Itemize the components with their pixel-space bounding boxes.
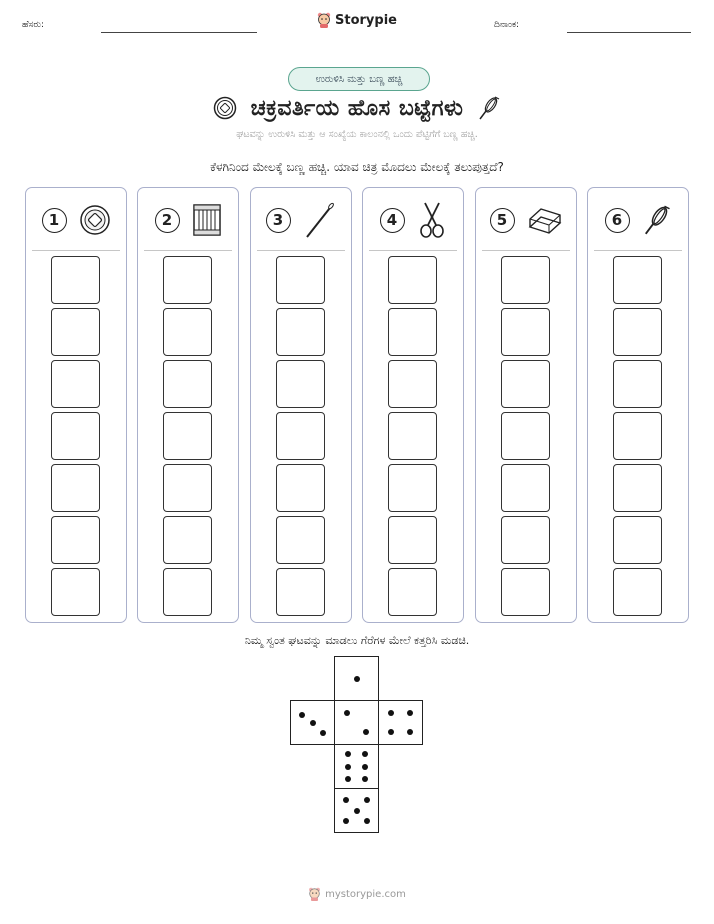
- color-box[interactable]: [163, 412, 212, 460]
- die-pip: [388, 729, 394, 735]
- color-box[interactable]: [388, 412, 437, 460]
- color-box[interactable]: [388, 256, 437, 304]
- die-pip: [354, 676, 360, 682]
- color-box[interactable]: [501, 568, 550, 616]
- color-box[interactable]: [388, 516, 437, 564]
- color-box[interactable]: [501, 516, 550, 564]
- brand-name: Storypie: [335, 12, 397, 28]
- color-box[interactable]: [388, 360, 437, 408]
- column-1: [25, 187, 127, 623]
- die-pip: [343, 818, 349, 824]
- color-box[interactable]: [501, 308, 550, 356]
- color-box[interactable]: [501, 464, 550, 512]
- color-box[interactable]: [51, 464, 100, 512]
- die-pip: [362, 776, 368, 782]
- color-box[interactable]: [501, 256, 550, 304]
- color-box[interactable]: [501, 360, 550, 408]
- brand-logo: [0, 12, 714, 28]
- color-box[interactable]: [276, 360, 325, 408]
- footer: [0, 887, 714, 901]
- column-number: 3: [266, 208, 291, 233]
- coin-icon: [79, 204, 111, 236]
- color-box[interactable]: [51, 516, 100, 564]
- column-header: [363, 200, 463, 240]
- die-face-5: [334, 788, 379, 833]
- color-box[interactable]: [51, 256, 100, 304]
- color-box[interactable]: [613, 412, 662, 460]
- color-box[interactable]: [613, 568, 662, 616]
- column-header: [26, 200, 126, 240]
- die-pip: [310, 720, 316, 726]
- column-number: 4: [380, 208, 405, 233]
- column-5: [475, 187, 577, 623]
- die-pip: [362, 751, 368, 757]
- color-box[interactable]: [613, 256, 662, 304]
- column-header: [251, 200, 351, 240]
- column-number: 5: [490, 208, 515, 233]
- color-box[interactable]: [613, 516, 662, 564]
- die-pip: [354, 808, 360, 814]
- loom-icon: [192, 203, 222, 237]
- scissors-icon: [417, 201, 447, 239]
- die-pip: [345, 764, 351, 770]
- folded-cloth-icon: [527, 205, 563, 235]
- die-pip: [407, 710, 413, 716]
- column-number: 2: [155, 208, 180, 233]
- die-instructions: ನಿಮ್ಮ ಸ್ವಂತ ಘಟವನ್ನು ಮಾಡಲು ಗೆರೆಗಳ ಮೇಲೆ ಕತ್ತರಿಸಿ ಮಡಚಿ.: [244, 634, 470, 647]
- color-box[interactable]: [51, 360, 100, 408]
- color-box[interactable]: [51, 308, 100, 356]
- color-box[interactable]: [613, 360, 662, 408]
- die-face-3: [290, 700, 335, 745]
- die-pip: [388, 710, 394, 716]
- die-pip: [364, 818, 370, 824]
- column-header: [138, 200, 238, 240]
- color-box[interactable]: [163, 568, 212, 616]
- color-box[interactable]: [51, 568, 100, 616]
- needle-icon: [303, 200, 337, 240]
- color-box[interactable]: [163, 516, 212, 564]
- date-label: ದಿನಾಂಕ:: [494, 20, 520, 30]
- column-divider: [257, 250, 345, 251]
- color-box[interactable]: [388, 568, 437, 616]
- column-header: [476, 200, 576, 240]
- column-3: [250, 187, 352, 623]
- die-pip: [345, 776, 351, 782]
- activity-type-badge: [288, 67, 430, 91]
- color-box[interactable]: [276, 464, 325, 512]
- name-label: ಹೆಸರು:: [22, 20, 45, 30]
- die-face-2: [334, 700, 379, 745]
- column-divider: [369, 250, 457, 251]
- storypie-mascot-icon: [308, 887, 321, 901]
- color-box[interactable]: [501, 412, 550, 460]
- column-divider: [32, 250, 120, 251]
- storypie-mascot-icon: [317, 12, 331, 28]
- name-line[interactable]: [101, 32, 257, 33]
- column-4: [362, 187, 464, 623]
- die-pip: [363, 729, 369, 735]
- column-divider: [482, 250, 570, 251]
- question-text: ಕೆಳಗಿನಿಂದ ಮೇಲಕ್ಕೆ ಬಣ್ಣ ಹಚ್ಚಿ. ಯಾವ ಚಿತ್ರ ಮೊದಲು ಮೇಲಕ್ಕೆ ತಲುಪುತ್ತದೆ?: [210, 160, 504, 174]
- column-divider: [594, 250, 682, 251]
- thread-skein-icon: [642, 202, 672, 238]
- thread-skein-icon: [477, 95, 501, 121]
- die-pip: [343, 797, 349, 803]
- activity-type-text: ಉರುಳಿಸಿ ಮತ್ತು ಬಣ್ಣ ಹಚ್ಚಿ: [315, 73, 403, 85]
- color-box[interactable]: [163, 256, 212, 304]
- date-line[interactable]: [567, 32, 691, 33]
- column-header: [588, 200, 688, 240]
- column-divider: [144, 250, 232, 251]
- color-box[interactable]: [388, 308, 437, 356]
- color-box[interactable]: [388, 464, 437, 512]
- die-pip: [320, 730, 326, 736]
- die-face-6: [334, 744, 379, 789]
- coin-icon: [213, 96, 237, 120]
- footer-url: mystorypie.com: [325, 888, 406, 900]
- die-face-4: [378, 700, 423, 745]
- die-pip: [345, 751, 351, 757]
- column-2: [137, 187, 239, 623]
- die-pip: [344, 710, 350, 716]
- color-box[interactable]: [276, 516, 325, 564]
- die-pip: [299, 712, 305, 718]
- color-box[interactable]: [276, 568, 325, 616]
- color-box[interactable]: [276, 256, 325, 304]
- color-box[interactable]: [276, 412, 325, 460]
- die-face-1: [334, 656, 379, 701]
- die-pip: [362, 764, 368, 770]
- color-box[interactable]: [613, 464, 662, 512]
- color-box[interactable]: [276, 308, 325, 356]
- color-box[interactable]: [163, 308, 212, 356]
- die-pip: [364, 797, 370, 803]
- column-6: [587, 187, 689, 623]
- page-title-row: [0, 92, 714, 124]
- column-number: 6: [605, 208, 630, 233]
- color-box[interactable]: [613, 308, 662, 356]
- color-box[interactable]: [51, 412, 100, 460]
- page-title: ಚಕ್ರವರ್ತಿಯ ಹೊಸ ಬಟ್ಟೆಗಳು: [250, 95, 464, 121]
- column-number: 1: [42, 208, 67, 233]
- color-box[interactable]: [163, 464, 212, 512]
- instructions-text: ಘಟವನ್ನು ಉರುಳಿಸಿ ಮತ್ತು ಆ ಸಂಖ್ಯೆಯ ಕಾಲಂನಲ್ಲಿ ಒಂದು ಪೆಟ್ಟಿಗೆಗೆ ಬಣ್ಣ ಹಚ್ಚಿ.: [236, 129, 478, 140]
- die-pip: [407, 729, 413, 735]
- color-box[interactable]: [163, 360, 212, 408]
